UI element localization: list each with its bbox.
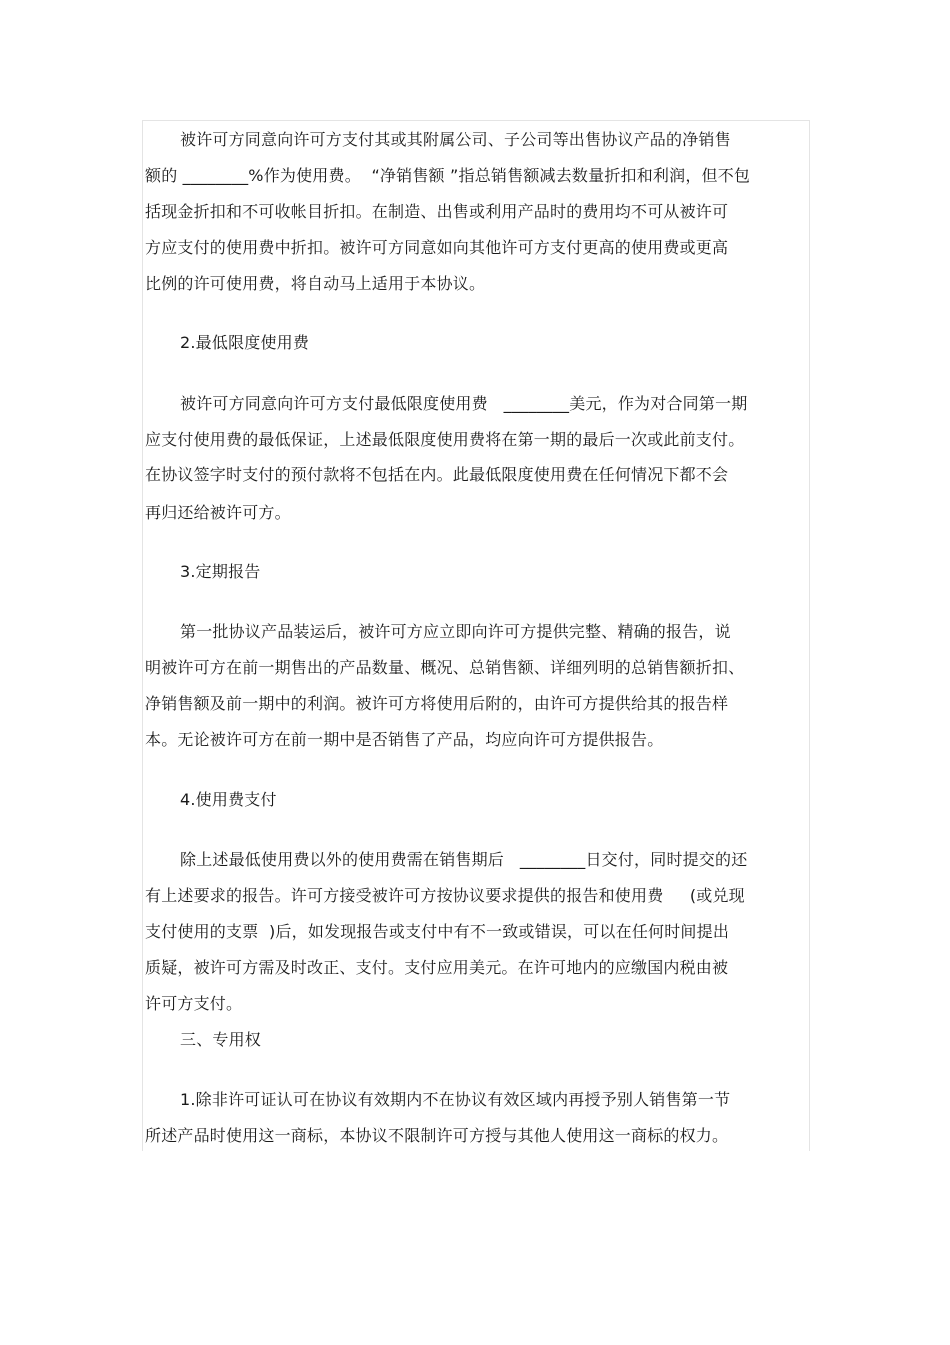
paragraph-line: 方应支付的使用费中折扣。被许可方同意如向其他许可方支付更高的使用费或更高 <box>145 238 729 257</box>
paragraph-line: 1.除非许可证认可在协议有效期内不在协议有效区域内再授予别人销售第一节 <box>180 1090 731 1109</box>
chapter-heading: 三、专用权 <box>180 1030 262 1049</box>
section-heading: 3.定期报告 <box>180 562 261 581</box>
paragraph-line: 明被许可方在前一期售出的产品数量、概况、总销售额、详细列明的总销售额折扣、 <box>145 658 745 677</box>
section-heading: 2.最低限度使用费 <box>180 333 310 352</box>
paragraph-line: 再归还给被许可方。 <box>145 503 291 522</box>
paragraph-line: 比例的许可使用费，将自动马上适用于本协议。 <box>145 274 486 293</box>
paragraph-line: 被许可方同意向许可方支付最低限度使用费 ________美元，作为对合同第一期 <box>180 394 748 413</box>
paragraph-line: 除上述最低使用费以外的使用费需在销售期后 ________日交付，同时提交的还 <box>180 850 748 869</box>
section-heading: 4.使用费支付 <box>180 790 277 809</box>
paragraph-line: 应支付使用费的最低保证，上述最低限度使用费将在第一期的最后一次或此前支付。 <box>145 430 745 449</box>
paragraph-line: 支付使用的支票 )后，如发现报告或支付中有不一致或错误，可以在任何时间提出 <box>145 922 730 941</box>
paragraph-line: 有上述要求的报告。许可方接受被许可方按协议要求提供的报告和使用费 (或兑现 <box>145 886 745 905</box>
paragraph-line: 本。无论被许可方在前一期中是否销售了产品，均应向许可方提供报告。 <box>145 730 664 749</box>
paragraph-line: 净销售额及前一期中的利润。被许可方将使用后附的，由许可方提供给其的报告样 <box>145 694 729 713</box>
paragraph-line: 括现金折扣和不可收帐目折扣。在制造、出售或利用产品时的费用均不可从被许可 <box>145 202 729 221</box>
paragraph-line: 在协议签字时支付的预付款将不包括在内。此最低限度使用费在任何情况下都不会 <box>145 465 729 484</box>
paragraph-line: 质疑，被许可方需及时改正、支付。支付应用美元。在许可地内的应缴国内税由被 <box>145 958 729 977</box>
paragraph-line: 所述产品时使用这一商标，本协议不限制许可方授与其他人使用这一商标的权力。 <box>145 1126 729 1145</box>
paragraph-line: 额的 ________%作为使用费。 “净销售额 ”指总销售额减去数量折扣和利润，但不包 <box>145 166 751 185</box>
paragraph-line: 被许可方同意向许可方支付其或其附属公司、子公司等出售协议产品的净销售 <box>180 130 731 149</box>
paragraph-line: 第一批协议产品装运后，被许可方应立即向许可方提供完整、精确的报告，说 <box>180 622 731 641</box>
paragraph-line: 许可方支付。 <box>145 994 243 1013</box>
